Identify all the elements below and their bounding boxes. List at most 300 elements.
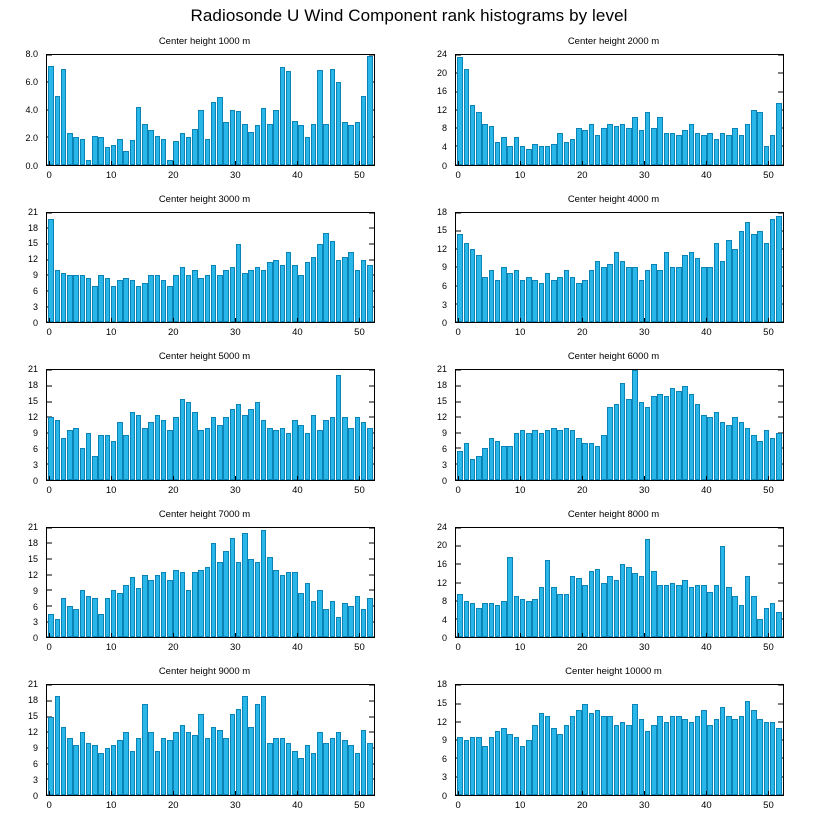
bar bbox=[261, 270, 267, 322]
bar bbox=[198, 278, 204, 322]
x-tick-label: 40 bbox=[292, 327, 303, 339]
y-axis bbox=[409, 521, 451, 644]
x-tick-mark bbox=[111, 791, 112, 796]
plot-area bbox=[0, 523, 409, 667]
bar bbox=[545, 560, 551, 638]
bar bbox=[230, 538, 236, 637]
bar bbox=[476, 608, 482, 638]
x-tick-label: 50 bbox=[354, 327, 365, 339]
bar bbox=[105, 748, 111, 795]
bar bbox=[311, 257, 317, 322]
bar bbox=[557, 594, 563, 637]
bar bbox=[236, 244, 242, 322]
x-tick-label: 50 bbox=[763, 642, 774, 654]
bar bbox=[726, 587, 732, 637]
bar bbox=[501, 601, 507, 638]
bar bbox=[355, 270, 361, 322]
x-tick-mark bbox=[235, 161, 236, 166]
bar bbox=[323, 233, 329, 322]
bar bbox=[514, 737, 520, 795]
x-tick-label: 20 bbox=[167, 169, 179, 181]
y-tick-label: 15 bbox=[27, 238, 38, 249]
x-tick-label: 10 bbox=[105, 327, 117, 339]
bar bbox=[720, 133, 726, 165]
bar bbox=[595, 710, 601, 795]
y-tick-label: 3 bbox=[32, 617, 38, 628]
y-axis bbox=[409, 49, 451, 171]
bar bbox=[298, 758, 304, 795]
y-tick-label: 9 bbox=[441, 735, 447, 746]
bar bbox=[532, 430, 538, 480]
bar bbox=[670, 388, 676, 479]
bar bbox=[267, 557, 273, 638]
bar bbox=[645, 407, 651, 480]
bar-series bbox=[47, 213, 374, 323]
bar bbox=[476, 456, 482, 479]
bar bbox=[657, 117, 663, 165]
y-tick-label: 9 bbox=[32, 585, 38, 596]
bar bbox=[367, 598, 373, 637]
bar bbox=[751, 710, 757, 795]
x-tick-label: 0 bbox=[46, 169, 52, 181]
bar bbox=[701, 267, 707, 322]
bar bbox=[280, 428, 286, 480]
y-tick-label: 6 bbox=[32, 759, 38, 770]
bar bbox=[707, 592, 713, 638]
bar-series bbox=[456, 55, 783, 165]
bar bbox=[657, 394, 663, 480]
bar bbox=[745, 428, 751, 480]
x-tick-mark bbox=[706, 161, 707, 166]
bar bbox=[236, 404, 242, 480]
bar bbox=[770, 135, 776, 165]
bar bbox=[242, 415, 248, 480]
x-tick-label: 40 bbox=[701, 800, 712, 811]
bar bbox=[589, 571, 595, 637]
bar bbox=[726, 425, 732, 480]
bar bbox=[507, 446, 513, 480]
bar bbox=[117, 422, 123, 479]
bar bbox=[732, 719, 738, 795]
bar bbox=[98, 137, 104, 164]
bar bbox=[739, 716, 745, 795]
bar bbox=[186, 275, 192, 322]
axes-frame bbox=[455, 684, 784, 796]
bar bbox=[98, 275, 104, 322]
x-tick-label: 20 bbox=[167, 484, 179, 496]
bar bbox=[267, 124, 273, 165]
bar bbox=[180, 133, 186, 165]
bar bbox=[92, 136, 98, 165]
bar bbox=[776, 103, 782, 165]
bar bbox=[55, 696, 61, 795]
bar bbox=[323, 743, 329, 795]
bar bbox=[670, 583, 676, 638]
bar bbox=[273, 110, 279, 165]
bar bbox=[142, 704, 148, 795]
bar bbox=[764, 243, 770, 322]
bar bbox=[514, 596, 520, 637]
bar bbox=[751, 234, 757, 322]
bar bbox=[255, 125, 261, 165]
bar bbox=[67, 133, 73, 165]
bar bbox=[361, 260, 367, 323]
x-tick-label: 30 bbox=[639, 800, 650, 811]
bar bbox=[757, 719, 763, 795]
bar bbox=[48, 717, 54, 795]
bar bbox=[645, 112, 651, 165]
bar bbox=[348, 428, 354, 480]
bar bbox=[161, 280, 167, 322]
bar bbox=[136, 738, 142, 795]
bar-series bbox=[456, 370, 783, 480]
bar bbox=[73, 137, 79, 164]
bar bbox=[476, 112, 482, 165]
bar bbox=[342, 417, 348, 480]
axes-frame bbox=[46, 527, 375, 639]
bar bbox=[764, 722, 770, 795]
plot-area bbox=[409, 523, 818, 667]
bar bbox=[273, 430, 279, 480]
bar bbox=[645, 539, 651, 637]
bar bbox=[601, 128, 607, 165]
y-tick-label: 15 bbox=[27, 553, 38, 564]
histogram-panel bbox=[0, 194, 409, 352]
bar bbox=[180, 725, 186, 795]
x-axis-labels bbox=[455, 642, 784, 656]
bar bbox=[526, 740, 532, 795]
y-tick-label: 3 bbox=[32, 302, 38, 313]
bar bbox=[186, 402, 192, 480]
histogram-panel bbox=[0, 509, 409, 667]
bar bbox=[626, 128, 632, 165]
bar bbox=[489, 438, 495, 480]
bar bbox=[639, 280, 645, 323]
bar bbox=[61, 727, 67, 795]
bar bbox=[336, 617, 342, 638]
x-tick-mark bbox=[49, 791, 50, 796]
bar bbox=[255, 402, 261, 480]
y-axis bbox=[0, 49, 42, 171]
bar bbox=[589, 124, 595, 165]
panel-title: Center height 6000 m bbox=[567, 351, 660, 363]
bar bbox=[261, 108, 267, 164]
bar bbox=[248, 559, 254, 637]
x-tick-mark bbox=[235, 318, 236, 323]
y-tick-label: 6 bbox=[441, 753, 447, 764]
bar bbox=[464, 740, 470, 795]
bar bbox=[651, 264, 657, 322]
x-tick-mark bbox=[644, 791, 645, 796]
y-tick-label: 18 bbox=[27, 222, 38, 233]
bar bbox=[564, 270, 570, 322]
bar bbox=[130, 280, 136, 322]
bar bbox=[248, 409, 254, 479]
bar bbox=[495, 142, 501, 165]
x-tick-label: 10 bbox=[514, 169, 526, 181]
bar bbox=[657, 270, 663, 322]
x-tick-mark bbox=[706, 791, 707, 796]
bar bbox=[564, 725, 570, 795]
y-tick-label: 24 bbox=[436, 521, 447, 532]
y-tick-label: 0 bbox=[441, 318, 447, 329]
x-tick-label: 40 bbox=[292, 484, 303, 496]
bar bbox=[230, 409, 236, 479]
bar bbox=[657, 585, 663, 638]
x-tick-label: 50 bbox=[763, 327, 774, 339]
x-tick-label: 20 bbox=[167, 327, 179, 339]
x-tick-mark bbox=[520, 318, 521, 323]
bar bbox=[86, 278, 92, 322]
y-tick-label: 12 bbox=[27, 569, 38, 580]
bar bbox=[651, 396, 657, 480]
bar bbox=[720, 707, 726, 795]
bar bbox=[457, 57, 463, 164]
y-tick-label: 18 bbox=[436, 380, 447, 391]
x-axis-labels bbox=[46, 800, 375, 814]
bar bbox=[292, 572, 298, 637]
bar-series bbox=[47, 55, 374, 165]
bar bbox=[720, 546, 726, 637]
bar bbox=[464, 69, 470, 165]
bar bbox=[751, 435, 757, 479]
bar bbox=[86, 743, 92, 795]
axes-frame bbox=[455, 54, 784, 166]
axes-frame bbox=[46, 684, 375, 796]
bar bbox=[242, 696, 248, 795]
bar bbox=[361, 730, 367, 795]
bar-series bbox=[456, 213, 783, 323]
x-tick-label: 10 bbox=[105, 800, 117, 811]
bar bbox=[639, 719, 645, 795]
bar bbox=[298, 125, 304, 165]
bar bbox=[501, 446, 507, 480]
bar bbox=[342, 603, 348, 637]
bar bbox=[98, 753, 104, 795]
bar bbox=[330, 69, 336, 165]
bar bbox=[701, 710, 707, 795]
bar bbox=[217, 275, 223, 322]
bar bbox=[514, 270, 520, 322]
bar bbox=[267, 428, 273, 480]
x-tick-mark bbox=[359, 318, 360, 323]
bar bbox=[48, 417, 54, 480]
plot-area bbox=[0, 365, 409, 509]
bar bbox=[557, 734, 563, 795]
x-tick-mark bbox=[768, 161, 769, 166]
bar bbox=[614, 580, 620, 637]
y-tick-label: 8 bbox=[441, 596, 447, 607]
bar bbox=[620, 261, 626, 322]
y-tick-label: 18 bbox=[436, 206, 447, 217]
bar bbox=[161, 738, 167, 795]
bar bbox=[532, 725, 538, 795]
bar bbox=[739, 422, 745, 479]
bar bbox=[248, 727, 254, 795]
bar bbox=[645, 270, 651, 322]
x-tick-mark bbox=[359, 161, 360, 166]
y-tick-label: 0 bbox=[441, 791, 447, 801]
y-tick-label: 4 bbox=[441, 614, 447, 625]
plot-area bbox=[0, 208, 409, 352]
bar bbox=[739, 135, 745, 165]
bar bbox=[280, 265, 286, 322]
y-tick-label: 0 bbox=[441, 633, 447, 644]
bar-series bbox=[456, 685, 783, 795]
y-tick-label: 12 bbox=[436, 412, 447, 423]
page-title: Radiosonde U Wind Component rank histograms by level bbox=[190, 6, 628, 25]
bar bbox=[161, 420, 167, 480]
bar bbox=[105, 278, 111, 322]
y-tick-label: 6 bbox=[441, 443, 447, 454]
bar bbox=[305, 433, 311, 480]
bar bbox=[292, 751, 298, 795]
bar bbox=[355, 122, 361, 164]
bar bbox=[192, 572, 198, 637]
y-tick-label: 4.0 bbox=[25, 104, 38, 115]
plot-area bbox=[409, 50, 818, 194]
bar bbox=[551, 587, 557, 637]
y-tick-label: 12 bbox=[436, 104, 447, 115]
bar bbox=[551, 280, 557, 323]
bar bbox=[192, 270, 198, 322]
bar bbox=[720, 422, 726, 479]
bar bbox=[267, 743, 273, 795]
bar bbox=[557, 430, 563, 480]
bar bbox=[92, 286, 98, 323]
bar bbox=[317, 244, 323, 322]
bar bbox=[664, 722, 670, 795]
bar bbox=[695, 404, 701, 480]
bar bbox=[361, 422, 367, 479]
bar bbox=[670, 267, 676, 322]
bar-series bbox=[47, 685, 374, 795]
bar bbox=[707, 133, 713, 165]
bar bbox=[61, 273, 67, 323]
bar bbox=[280, 575, 286, 638]
bar bbox=[80, 448, 86, 479]
bar bbox=[86, 433, 92, 480]
bar bbox=[130, 751, 136, 795]
y-tick-label: 6.0 bbox=[25, 76, 38, 87]
bar bbox=[248, 132, 254, 165]
bar bbox=[211, 727, 217, 795]
bar bbox=[545, 716, 551, 795]
x-tick-label: 50 bbox=[763, 800, 774, 811]
bar bbox=[186, 732, 192, 795]
bar bbox=[267, 262, 273, 322]
bar bbox=[155, 575, 161, 638]
histogram-panel bbox=[409, 36, 818, 194]
bar bbox=[576, 710, 582, 795]
bar bbox=[664, 396, 670, 480]
bar bbox=[589, 713, 595, 795]
bar bbox=[482, 746, 488, 795]
bar bbox=[211, 265, 217, 322]
bar bbox=[355, 596, 361, 638]
bar bbox=[330, 738, 336, 795]
bar bbox=[676, 716, 682, 795]
y-tick-label: 24 bbox=[436, 49, 447, 59]
x-tick-mark bbox=[582, 161, 583, 166]
x-tick-label: 20 bbox=[576, 327, 588, 339]
x-tick-mark bbox=[359, 791, 360, 796]
x-tick-label: 40 bbox=[701, 484, 712, 496]
bar bbox=[614, 725, 620, 795]
bar bbox=[55, 420, 61, 480]
bar bbox=[739, 605, 745, 637]
x-tick-mark bbox=[173, 161, 174, 166]
bar bbox=[236, 709, 242, 795]
bar bbox=[601, 267, 607, 322]
x-tick-mark bbox=[582, 476, 583, 481]
bar bbox=[167, 286, 173, 323]
bar bbox=[292, 265, 298, 322]
bar bbox=[632, 370, 638, 480]
bar bbox=[261, 696, 267, 795]
x-tick-mark bbox=[297, 633, 298, 638]
y-tick-label: 21 bbox=[436, 364, 447, 375]
y-tick-label: 12 bbox=[27, 412, 38, 423]
y-tick-label: 12 bbox=[436, 577, 447, 588]
bar bbox=[595, 261, 601, 322]
bar bbox=[136, 286, 142, 323]
bar bbox=[582, 585, 588, 638]
bar bbox=[192, 735, 198, 795]
x-tick-label: 50 bbox=[354, 800, 365, 811]
bar bbox=[632, 117, 638, 165]
bar bbox=[367, 265, 373, 322]
bar bbox=[745, 124, 751, 165]
bar bbox=[470, 459, 476, 480]
bar bbox=[298, 425, 304, 480]
y-tick-label: 6 bbox=[441, 280, 447, 291]
bar bbox=[217, 425, 223, 480]
bar bbox=[551, 728, 557, 795]
bar bbox=[117, 740, 123, 795]
x-tick-label: 40 bbox=[292, 169, 303, 181]
bar bbox=[205, 738, 211, 795]
bar bbox=[620, 564, 626, 637]
bar bbox=[595, 135, 601, 165]
x-tick-mark bbox=[297, 476, 298, 481]
bar bbox=[576, 283, 582, 323]
bar bbox=[242, 273, 248, 323]
bar bbox=[211, 102, 217, 165]
bar bbox=[770, 722, 776, 795]
y-axis bbox=[409, 206, 451, 329]
bar bbox=[192, 412, 198, 480]
x-tick-mark bbox=[359, 476, 360, 481]
y-tick-label: 6 bbox=[32, 443, 38, 454]
bar bbox=[676, 391, 682, 480]
bar bbox=[61, 69, 67, 165]
bar bbox=[464, 601, 470, 638]
x-tick-mark bbox=[359, 633, 360, 638]
x-tick-mark bbox=[706, 476, 707, 481]
y-tick-label: 18 bbox=[27, 380, 38, 391]
y-tick-label: 9 bbox=[32, 427, 38, 438]
bar bbox=[80, 590, 86, 637]
bar bbox=[476, 737, 482, 795]
x-tick-label: 40 bbox=[701, 327, 712, 339]
y-tick-label: 3 bbox=[441, 459, 447, 470]
axes-frame bbox=[46, 54, 375, 166]
bar bbox=[520, 746, 526, 795]
bar bbox=[173, 570, 179, 638]
y-tick-label: 3 bbox=[32, 459, 38, 470]
bar bbox=[223, 551, 229, 637]
